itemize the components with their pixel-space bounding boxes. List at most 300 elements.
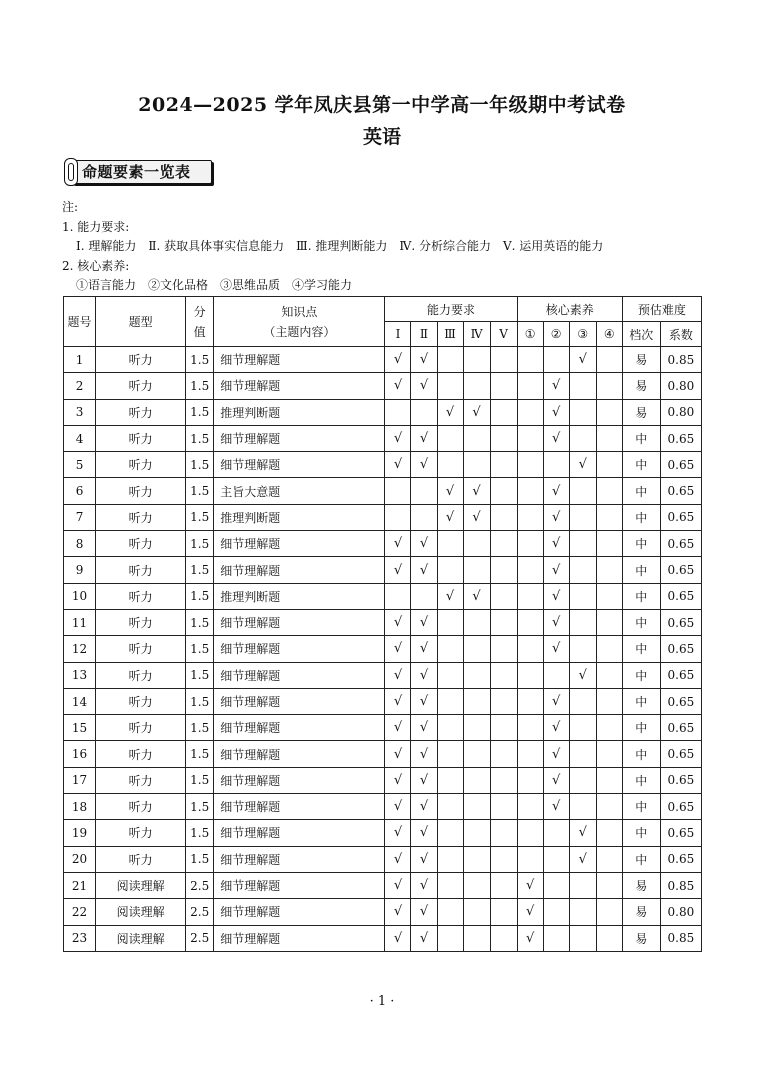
literacy-check-cell [596, 478, 622, 504]
literacy-check-cell [517, 715, 543, 741]
ability-check-cell [490, 531, 517, 557]
cell-score: 1.5 [186, 636, 214, 662]
ability-check-cell [437, 688, 463, 714]
cell-level: 中 [622, 504, 660, 530]
cell-topic: 推理判断题 [214, 583, 385, 609]
cell-num: 12 [64, 636, 96, 662]
cell-num: 13 [64, 662, 96, 688]
literacy-check-cell [596, 636, 622, 662]
ability-check-cell: √ [411, 846, 437, 872]
cell-level: 中 [622, 609, 660, 635]
literacy-check-cell [569, 925, 596, 951]
ability-check-cell [490, 925, 517, 951]
literacy-check-cell [517, 531, 543, 557]
literacy-check-cell: √ [543, 767, 569, 793]
cell-coef: 0.85 [660, 925, 701, 951]
header-literacy-1: ① [517, 322, 543, 347]
subject-title: 英语 [362, 126, 401, 148]
page-number: · 1 · [369, 994, 395, 1009]
ability-check-cell: √ [411, 531, 437, 557]
cell-type: 听力 [96, 846, 186, 872]
ability-check-cell [437, 373, 463, 399]
table-row [64, 609, 702, 635]
ability-check-cell [411, 583, 437, 609]
cell-coef: 0.65 [660, 478, 701, 504]
literacy-check-cell [596, 688, 622, 714]
cell-type: 听力 [96, 504, 186, 530]
cell-score: 1.5 [186, 741, 214, 767]
ability-check-cell: √ [385, 872, 411, 898]
literacy-check-cell [569, 636, 596, 662]
cell-level: 中 [622, 715, 660, 741]
cell-num: 19 [64, 820, 96, 846]
cell-num: 23 [64, 925, 96, 951]
cell-topic: 细节理解题 [214, 662, 385, 688]
cell-topic: 细节理解题 [214, 741, 385, 767]
literacy-check-cell: √ [517, 925, 543, 951]
literacy-check-cell [596, 583, 622, 609]
cell-type: 听力 [96, 820, 186, 846]
cell-type: 听力 [96, 478, 186, 504]
cell-coef: 0.65 [660, 636, 701, 662]
ability-check-cell: √ [385, 794, 411, 820]
header-num: 题号 [64, 297, 96, 347]
literacy-check-cell: √ [543, 399, 569, 425]
literacy-heading: 2. 核心素养: [62, 258, 130, 273]
literacy-check-cell: √ [543, 373, 569, 399]
cell-num: 16 [64, 741, 96, 767]
header-literacy: 核心素养 [517, 297, 622, 322]
ability-check-cell [437, 557, 463, 583]
ability-check-cell: √ [385, 557, 411, 583]
ability-check-cell [463, 347, 490, 373]
literacy-check-cell [517, 425, 543, 451]
cell-score: 1.5 [186, 425, 214, 451]
table-row [64, 399, 702, 425]
ability-check-cell: √ [385, 741, 411, 767]
ability-check-cell: √ [385, 846, 411, 872]
literacy-check-cell [596, 347, 622, 373]
ability-check-cell: √ [411, 767, 437, 793]
cell-coef: 0.65 [660, 504, 701, 530]
cell-level: 中 [622, 767, 660, 793]
banner-label: 命题要素一览表 [82, 163, 191, 181]
section-banner [62, 158, 212, 184]
cell-coef: 0.65 [660, 688, 701, 714]
cell-topic: 主旨大意题 [214, 478, 385, 504]
ability-check-cell [490, 557, 517, 583]
table-row [64, 794, 702, 820]
cell-type: 听力 [96, 688, 186, 714]
ability-check-cell [437, 820, 463, 846]
ability-check-cell [490, 504, 517, 530]
cell-coef: 0.65 [660, 583, 701, 609]
ability-check-cell [490, 741, 517, 767]
literacy-check-cell [596, 794, 622, 820]
literacy-check-cell [596, 899, 622, 925]
ability-check-cell [463, 688, 490, 714]
cell-score: 1.5 [186, 504, 214, 530]
header-ability-5: Ⅴ [490, 322, 517, 347]
cell-score: 1.5 [186, 583, 214, 609]
cell-num: 17 [64, 767, 96, 793]
ability-check-cell: √ [437, 583, 463, 609]
ability-check-cell [437, 794, 463, 820]
literacy-check-cell [517, 504, 543, 530]
literacy-check-cell [543, 872, 569, 898]
cell-coef: 0.65 [660, 425, 701, 451]
ability-check-cell [385, 478, 411, 504]
ability-check-cell [463, 741, 490, 767]
ability-check-cell: √ [385, 452, 411, 478]
literacy-check-cell: √ [543, 636, 569, 662]
literacy-check-cell [543, 925, 569, 951]
cell-level: 中 [622, 583, 660, 609]
literacy-check-cell: √ [543, 478, 569, 504]
cell-num: 5 [64, 452, 96, 478]
cell-score: 1.5 [186, 347, 214, 373]
cell-topic: 推理判断题 [214, 504, 385, 530]
header-level: 档次 [622, 322, 660, 347]
literacy-check-cell: √ [517, 872, 543, 898]
ability-check-cell: √ [385, 373, 411, 399]
ability-check-cell [490, 425, 517, 451]
ability-check-cell: √ [385, 425, 411, 451]
ability-check-cell [490, 609, 517, 635]
literacy-check-cell [543, 662, 569, 688]
ability-check-cell: √ [411, 347, 437, 373]
ability-check-cell: √ [437, 504, 463, 530]
ability-check-cell: √ [463, 399, 490, 425]
ability-check-cell [490, 583, 517, 609]
cell-score: 1.5 [186, 531, 214, 557]
table-row [64, 925, 702, 951]
literacy-check-cell: √ [543, 715, 569, 741]
table-row [64, 425, 702, 451]
ability-check-cell [490, 820, 517, 846]
literacy-check-cell [569, 557, 596, 583]
cell-coef: 0.65 [660, 715, 701, 741]
literacy-check-cell: √ [569, 846, 596, 872]
cell-num: 6 [64, 478, 96, 504]
cell-topic: 细节理解题 [214, 347, 385, 373]
literacy-check-cell [569, 688, 596, 714]
ability-check-cell: √ [385, 925, 411, 951]
table-row [64, 662, 702, 688]
header-coef: 系数 [660, 322, 701, 347]
cell-type: 听力 [96, 425, 186, 451]
ability-check-cell [490, 636, 517, 662]
ability-check-cell [490, 452, 517, 478]
scroll-icon [64, 158, 78, 186]
cell-coef: 0.65 [660, 452, 701, 478]
cell-coef: 0.65 [660, 846, 701, 872]
cell-type: 听力 [96, 399, 186, 425]
cell-score: 1.5 [186, 820, 214, 846]
literacy-check-cell [569, 399, 596, 425]
literacy-check-cell [569, 715, 596, 741]
cell-type: 听力 [96, 531, 186, 557]
cell-score: 2.5 [186, 925, 214, 951]
literacy-check-cell [596, 741, 622, 767]
header-knowledge-sub: （主题内容） [263, 324, 336, 339]
ability-check-cell [490, 715, 517, 741]
header-literacy-4: ④ [596, 322, 622, 347]
ability-check-cell: √ [385, 347, 411, 373]
cell-level: 易 [622, 347, 660, 373]
ability-check-cell [463, 531, 490, 557]
ability-check-cell [463, 820, 490, 846]
ability-check-cell [463, 715, 490, 741]
literacy-check-cell [569, 531, 596, 557]
ability-check-cell [463, 425, 490, 451]
cell-level: 中 [622, 662, 660, 688]
cell-score: 1.5 [186, 373, 214, 399]
table-row [64, 557, 702, 583]
ability-check-cell: √ [437, 399, 463, 425]
cell-type: 听力 [96, 557, 186, 583]
cell-level: 易 [622, 373, 660, 399]
header-ability-2: Ⅱ [411, 322, 437, 347]
exam-elements-table [63, 296, 702, 952]
cell-score: 1.5 [186, 688, 214, 714]
cell-score: 1.5 [186, 557, 214, 583]
cell-type: 听力 [96, 636, 186, 662]
cell-level: 易 [622, 872, 660, 898]
ability-check-cell [490, 373, 517, 399]
cell-coef: 0.80 [660, 399, 701, 425]
literacy-check-cell [596, 399, 622, 425]
ability-check-cell: √ [385, 609, 411, 635]
ability-check-cell [490, 662, 517, 688]
ability-check-cell [490, 399, 517, 425]
cell-topic: 细节理解题 [214, 846, 385, 872]
cell-level: 中 [622, 452, 660, 478]
ability-check-cell [490, 347, 517, 373]
literacy-check-cell [517, 557, 543, 583]
cell-topic: 细节理解题 [214, 636, 385, 662]
ability-check-cell [490, 688, 517, 714]
ability-check-cell: √ [385, 767, 411, 793]
table-row [64, 531, 702, 557]
ability-check-cell: √ [411, 688, 437, 714]
ability-check-cell [437, 767, 463, 793]
cell-type: 听力 [96, 715, 186, 741]
table-row [64, 452, 702, 478]
cell-num: 15 [64, 715, 96, 741]
literacy-check-cell [596, 373, 622, 399]
cell-num: 2 [64, 373, 96, 399]
ability-check-cell [463, 925, 490, 951]
ability-check-cell [437, 609, 463, 635]
ability-check-cell [437, 636, 463, 662]
cell-level: 中 [622, 425, 660, 451]
cell-score: 1.5 [186, 662, 214, 688]
cell-topic: 细节理解题 [214, 767, 385, 793]
ability-check-cell: √ [411, 662, 437, 688]
cell-score: 2.5 [186, 872, 214, 898]
cell-level: 易 [622, 399, 660, 425]
cell-topic: 细节理解题 [214, 794, 385, 820]
ability-check-cell: √ [385, 820, 411, 846]
cell-topic: 细节理解题 [214, 688, 385, 714]
literacy-check-cell [596, 504, 622, 530]
literacy-check-cell [596, 872, 622, 898]
cell-topic: 细节理解题 [214, 531, 385, 557]
literacy-check-cell [596, 425, 622, 451]
ability-check-cell [490, 846, 517, 872]
header-score [186, 297, 214, 347]
cell-coef: 0.85 [660, 347, 701, 373]
cell-num: 1 [64, 347, 96, 373]
literacy-check-cell: √ [543, 794, 569, 820]
page-title: 2024—2025 学年凤庆县第一中学高一年级期中考试卷 [138, 94, 626, 116]
literacy-check-cell [517, 820, 543, 846]
cell-level: 中 [622, 478, 660, 504]
cell-coef: 0.65 [660, 609, 701, 635]
literacy-check-cell [569, 504, 596, 530]
literacy-check-cell [569, 373, 596, 399]
ability-check-cell: √ [411, 636, 437, 662]
literacy-check-cell: √ [543, 531, 569, 557]
cell-num: 4 [64, 425, 96, 451]
literacy-check-cell [543, 899, 569, 925]
literacy-check-cell: √ [569, 347, 596, 373]
ability-check-cell [437, 425, 463, 451]
cell-coef: 0.65 [660, 741, 701, 767]
literacy-check-cell: √ [543, 425, 569, 451]
literacy-check-cell [596, 609, 622, 635]
cell-level: 中 [622, 636, 660, 662]
table-row [64, 741, 702, 767]
cell-coef: 0.80 [660, 899, 701, 925]
cell-num: 14 [64, 688, 96, 714]
cell-score: 1.5 [186, 452, 214, 478]
ability-check-cell: √ [385, 531, 411, 557]
literacy-check-cell [517, 399, 543, 425]
literacy-check-cell [569, 899, 596, 925]
header-knowledge [214, 297, 385, 347]
cell-coef: 0.65 [660, 794, 701, 820]
header-score-text: 分值 [193, 304, 206, 339]
literacy-check-cell: √ [543, 741, 569, 767]
literacy-check-cell [569, 741, 596, 767]
table-row [64, 636, 702, 662]
ability-check-cell: √ [411, 899, 437, 925]
literacy-check-cell [517, 609, 543, 635]
header-ability-3: Ⅲ [437, 322, 463, 347]
ability-check-cell: √ [411, 872, 437, 898]
table-row [64, 767, 702, 793]
cell-level: 中 [622, 531, 660, 557]
cell-topic: 细节理解题 [214, 373, 385, 399]
cell-topic: 细节理解题 [214, 872, 385, 898]
ability-check-cell: √ [385, 662, 411, 688]
ability-check-cell [437, 531, 463, 557]
literacy-check-cell: √ [569, 820, 596, 846]
ability-check-cell [437, 347, 463, 373]
cell-num: 20 [64, 846, 96, 872]
cell-num: 22 [64, 899, 96, 925]
ability-check-cell: √ [411, 820, 437, 846]
cell-score: 1.5 [186, 399, 214, 425]
literacy-check-cell: √ [543, 557, 569, 583]
literacy-check-cell [517, 373, 543, 399]
ability-check-cell [385, 399, 411, 425]
ability-check-cell: √ [411, 425, 437, 451]
cell-type: 听力 [96, 662, 186, 688]
table-row [64, 478, 702, 504]
ability-check-cell [437, 452, 463, 478]
ability-check-cell: √ [463, 504, 490, 530]
cell-topic: 细节理解题 [214, 899, 385, 925]
table-row [64, 715, 702, 741]
ability-check-cell [463, 767, 490, 793]
notes-label: 注: [62, 200, 79, 214]
cell-num: 8 [64, 531, 96, 557]
cell-score: 1.5 [186, 767, 214, 793]
ability-check-cell [490, 872, 517, 898]
ability-check-cell [463, 872, 490, 898]
ability-check-cell [463, 557, 490, 583]
ability-check-cell: √ [411, 741, 437, 767]
literacy-check-cell [569, 583, 596, 609]
literacy-check-cell: √ [543, 583, 569, 609]
literacy-check-cell [596, 820, 622, 846]
ability-check-cell [385, 583, 411, 609]
cell-score: 1.5 [186, 478, 214, 504]
ability-check-cell: √ [385, 899, 411, 925]
cell-type: 听力 [96, 741, 186, 767]
literacy-check-cell [569, 425, 596, 451]
header-knowledge-text: 知识点 [281, 304, 318, 319]
ability-check-cell: √ [411, 557, 437, 583]
cell-topic: 细节理解题 [214, 452, 385, 478]
header-ability-1: Ⅰ [385, 322, 411, 347]
cell-num: 3 [64, 399, 96, 425]
cell-coef: 0.65 [660, 531, 701, 557]
ability-check-cell [463, 636, 490, 662]
cell-level: 中 [622, 741, 660, 767]
ability-items: Ⅰ. 理解能力 Ⅱ. 获取具体事实信息能力 Ⅲ. 推理判断能力 Ⅳ. 分析综合能力 Ⅴ. 运用英语的能力 [76, 239, 604, 253]
ability-check-cell [437, 872, 463, 898]
table-row [64, 347, 702, 373]
table-row [64, 872, 702, 898]
literacy-items: ①语言能力 ②文化品格 ③思维品质 ④学习能力 [76, 278, 353, 292]
ability-check-cell: √ [411, 373, 437, 399]
cell-type: 听力 [96, 609, 186, 635]
ability-check-cell [490, 478, 517, 504]
ability-check-cell [463, 452, 490, 478]
cell-type: 阅读理解 [96, 872, 186, 898]
cell-type: 听力 [96, 452, 186, 478]
cell-num: 9 [64, 557, 96, 583]
cell-type: 听力 [96, 583, 186, 609]
cell-coef: 0.65 [660, 662, 701, 688]
cell-level: 中 [622, 820, 660, 846]
cell-topic: 细节理解题 [214, 820, 385, 846]
cell-topic: 细节理解题 [214, 609, 385, 635]
cell-num: 7 [64, 504, 96, 530]
ability-check-cell [437, 715, 463, 741]
ability-check-cell [437, 846, 463, 872]
literacy-check-cell [517, 688, 543, 714]
ability-check-cell [463, 373, 490, 399]
table-body [64, 347, 702, 952]
ability-check-cell: √ [437, 478, 463, 504]
literacy-check-cell [517, 452, 543, 478]
cell-num: 11 [64, 609, 96, 635]
